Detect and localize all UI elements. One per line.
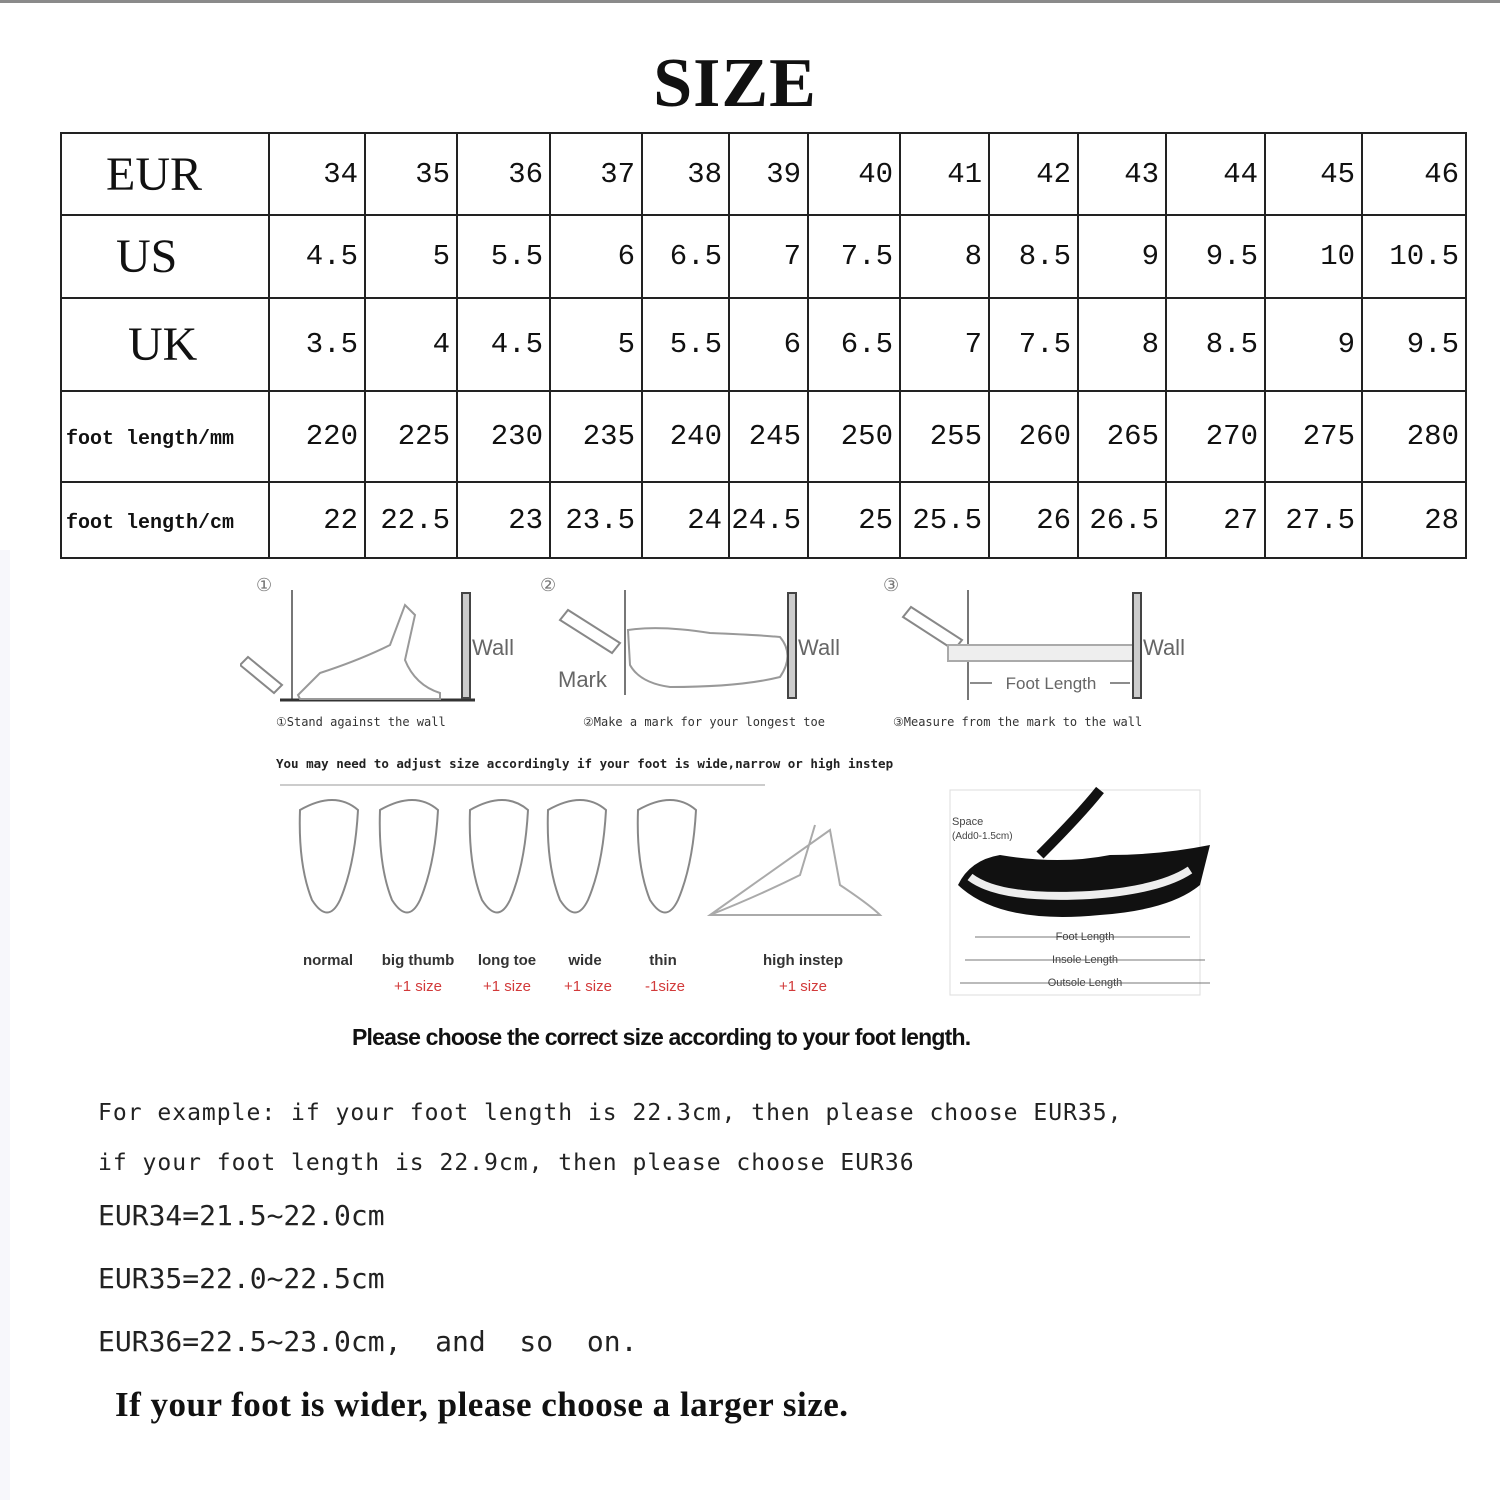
adjust-long-toe: +1 size [483, 978, 531, 995]
size-row [61, 298, 1466, 391]
size-cell: 22.5 [365, 482, 457, 558]
size-row [61, 133, 1466, 215]
size-cell: 38 [642, 133, 729, 215]
mark-label: Mark [558, 667, 607, 692]
step-3-caption: ③Measure from the mark to the wall [893, 715, 1143, 729]
wall-label-1: Wall [472, 635, 514, 660]
size-cell: 28 [1362, 482, 1466, 558]
foot-type-thin: thin [649, 952, 677, 969]
foot-type-long-toe: long toe [477, 952, 537, 969]
wider-note: If your foot is wider, please choose a larger size. [115, 1385, 849, 1424]
size-row-label [61, 482, 269, 558]
size-cell: 44 [1166, 133, 1265, 215]
size-cell: 3.5 [269, 298, 365, 391]
size-cell: 245 [729, 391, 808, 482]
example-line-2: if your foot length is 22.9cm, then please choose EUR36 [98, 1150, 915, 1176]
size-row [61, 391, 1466, 482]
size-row-label [61, 391, 269, 482]
size-cell: 10.5 [1362, 215, 1466, 298]
size-cell: 275 [1265, 391, 1362, 482]
step-1-caption: ①Stand against the wall [276, 715, 446, 729]
size-cell: 9 [1078, 215, 1166, 298]
size-cell: 240 [642, 391, 729, 482]
size-cell: 4 [365, 298, 457, 391]
step-3-number: ③ [883, 575, 900, 595]
step-3 [883, 575, 1185, 700]
size-cell: 8 [900, 215, 989, 298]
size-cell: 9 [1265, 298, 1362, 391]
foot-type-normal: normal [302, 952, 353, 969]
space-sub-label: (Add0-1.5cm) [952, 831, 1013, 842]
example-line-1: For example: if your foot length is 22.3cm, then please choose EUR35, [98, 1100, 1123, 1126]
size-row [61, 482, 1466, 558]
size-cell: 8 [1078, 298, 1166, 391]
foot-type-big-thumb: big thumb [381, 952, 455, 969]
size-cell: 265 [1078, 391, 1166, 482]
size-cell: 8.5 [1166, 298, 1265, 391]
size-cell: 6.5 [808, 298, 900, 391]
size-cell: 220 [269, 391, 365, 482]
size-cell: 9.5 [1166, 215, 1265, 298]
size-cell: 36 [457, 133, 550, 215]
size-cell: 10 [1265, 215, 1362, 298]
foot-type-high-instep: high instep [763, 952, 843, 969]
foot-types [300, 800, 880, 915]
wall-label-2: Wall [798, 635, 840, 660]
size-cell: 280 [1362, 391, 1466, 482]
step-1 [240, 575, 514, 700]
size-cell: 27.5 [1265, 482, 1362, 558]
size-cell: 9.5 [1362, 298, 1466, 391]
outsole-length-label: Outsole Length [1047, 977, 1123, 989]
size-table [60, 132, 1467, 559]
size-cell: 5.5 [457, 215, 550, 298]
size-cell: 34 [269, 133, 365, 215]
size-cell: 235 [550, 391, 642, 482]
size-cell: 42 [989, 133, 1078, 215]
adjust-note: You may need to adjust size accordingly if your foot is wide,narrow or high instep [276, 756, 894, 771]
size-cell: 40 [808, 133, 900, 215]
size-cell: 37 [550, 133, 642, 215]
size-row-label [61, 298, 269, 391]
size-cell: 270 [1166, 391, 1265, 482]
size-cell: 25 [808, 482, 900, 558]
size-cell: 5 [365, 215, 457, 298]
size-cell: 6 [729, 298, 808, 391]
foot-type-wide: wide [568, 952, 602, 969]
size-cell: 35 [365, 133, 457, 215]
size-cell: 24 [642, 482, 729, 558]
size-cell: 8.5 [989, 215, 1078, 298]
size-row [61, 215, 1466, 298]
size-cell: 250 [808, 391, 900, 482]
size-row-label [61, 215, 269, 298]
page-title: SIZE [653, 45, 817, 122]
size-cell: 5 [550, 298, 642, 391]
size-cell: 6 [550, 215, 642, 298]
range-eur34: EUR34=21.5~22.0cm [98, 1199, 385, 1232]
size-row-label-text: foot length/cm [66, 511, 235, 535]
range-eur36: EUR36=22.5~23.0cm, and so on. [98, 1325, 638, 1358]
size-cell: 43 [1078, 133, 1166, 215]
choose-instruction: Please choose the correct size according to your foot length. [352, 1024, 971, 1050]
size-row-label-text: EUR [106, 147, 202, 201]
adjust-wide: +1 size [564, 978, 612, 995]
size-row-label-text: foot length/mm [66, 428, 235, 451]
foot-length-label: Foot Length [1005, 674, 1097, 693]
wall-label-3: Wall [1143, 635, 1185, 660]
size-cell: 230 [457, 391, 550, 482]
size-cell: 7.5 [808, 215, 900, 298]
size-cell: 39 [729, 133, 808, 215]
size-cell: 26.5 [1078, 482, 1166, 558]
step-2-number: ② [540, 575, 557, 595]
size-cell: 22 [269, 482, 365, 558]
size-cell: 5.5 [642, 298, 729, 391]
size-cell: 23 [457, 482, 550, 558]
size-cell: 7 [729, 215, 808, 298]
step-2-caption: ②Make a mark for your longest toe [583, 715, 825, 729]
size-cell: 23.5 [550, 482, 642, 558]
size-cell: 6.5 [642, 215, 729, 298]
size-cell: 26 [989, 482, 1078, 558]
insole-length-label: Insole Length [1051, 954, 1119, 966]
range-eur35: EUR35=22.0~22.5cm [98, 1262, 385, 1295]
shoe-diagram [950, 790, 1210, 995]
adjust-high-instep: +1 size [779, 978, 827, 995]
size-cell: 7 [900, 298, 989, 391]
top-border [0, 0, 1500, 3]
size-cell: 45 [1265, 133, 1362, 215]
size-cell: 4.5 [269, 215, 365, 298]
size-cell: 24.5 [729, 482, 808, 558]
size-cell: 255 [900, 391, 989, 482]
shoe-foot-length-label: Foot Length [1055, 931, 1115, 943]
left-strip [0, 550, 10, 1500]
size-cell: 225 [365, 391, 457, 482]
size-cell: 260 [989, 391, 1078, 482]
size-cell: 41 [900, 133, 989, 215]
size-row-label-text: US [116, 230, 178, 283]
size-cell: 46 [1362, 133, 1466, 215]
space-label: Space [952, 816, 984, 828]
size-row-label-text: UK [128, 318, 198, 371]
adjust-big-thumb: +1 size [394, 978, 442, 995]
size-cell: 7.5 [989, 298, 1078, 391]
step-2 [540, 575, 840, 698]
measurement-illustration [240, 565, 1235, 1000]
size-cell: 4.5 [457, 298, 550, 391]
size-cell: 25.5 [900, 482, 989, 558]
adjust-thin: -1size [644, 978, 685, 995]
size-cell: 27 [1166, 482, 1265, 558]
step-1-number: ① [256, 575, 273, 595]
size-row-label [61, 133, 269, 215]
